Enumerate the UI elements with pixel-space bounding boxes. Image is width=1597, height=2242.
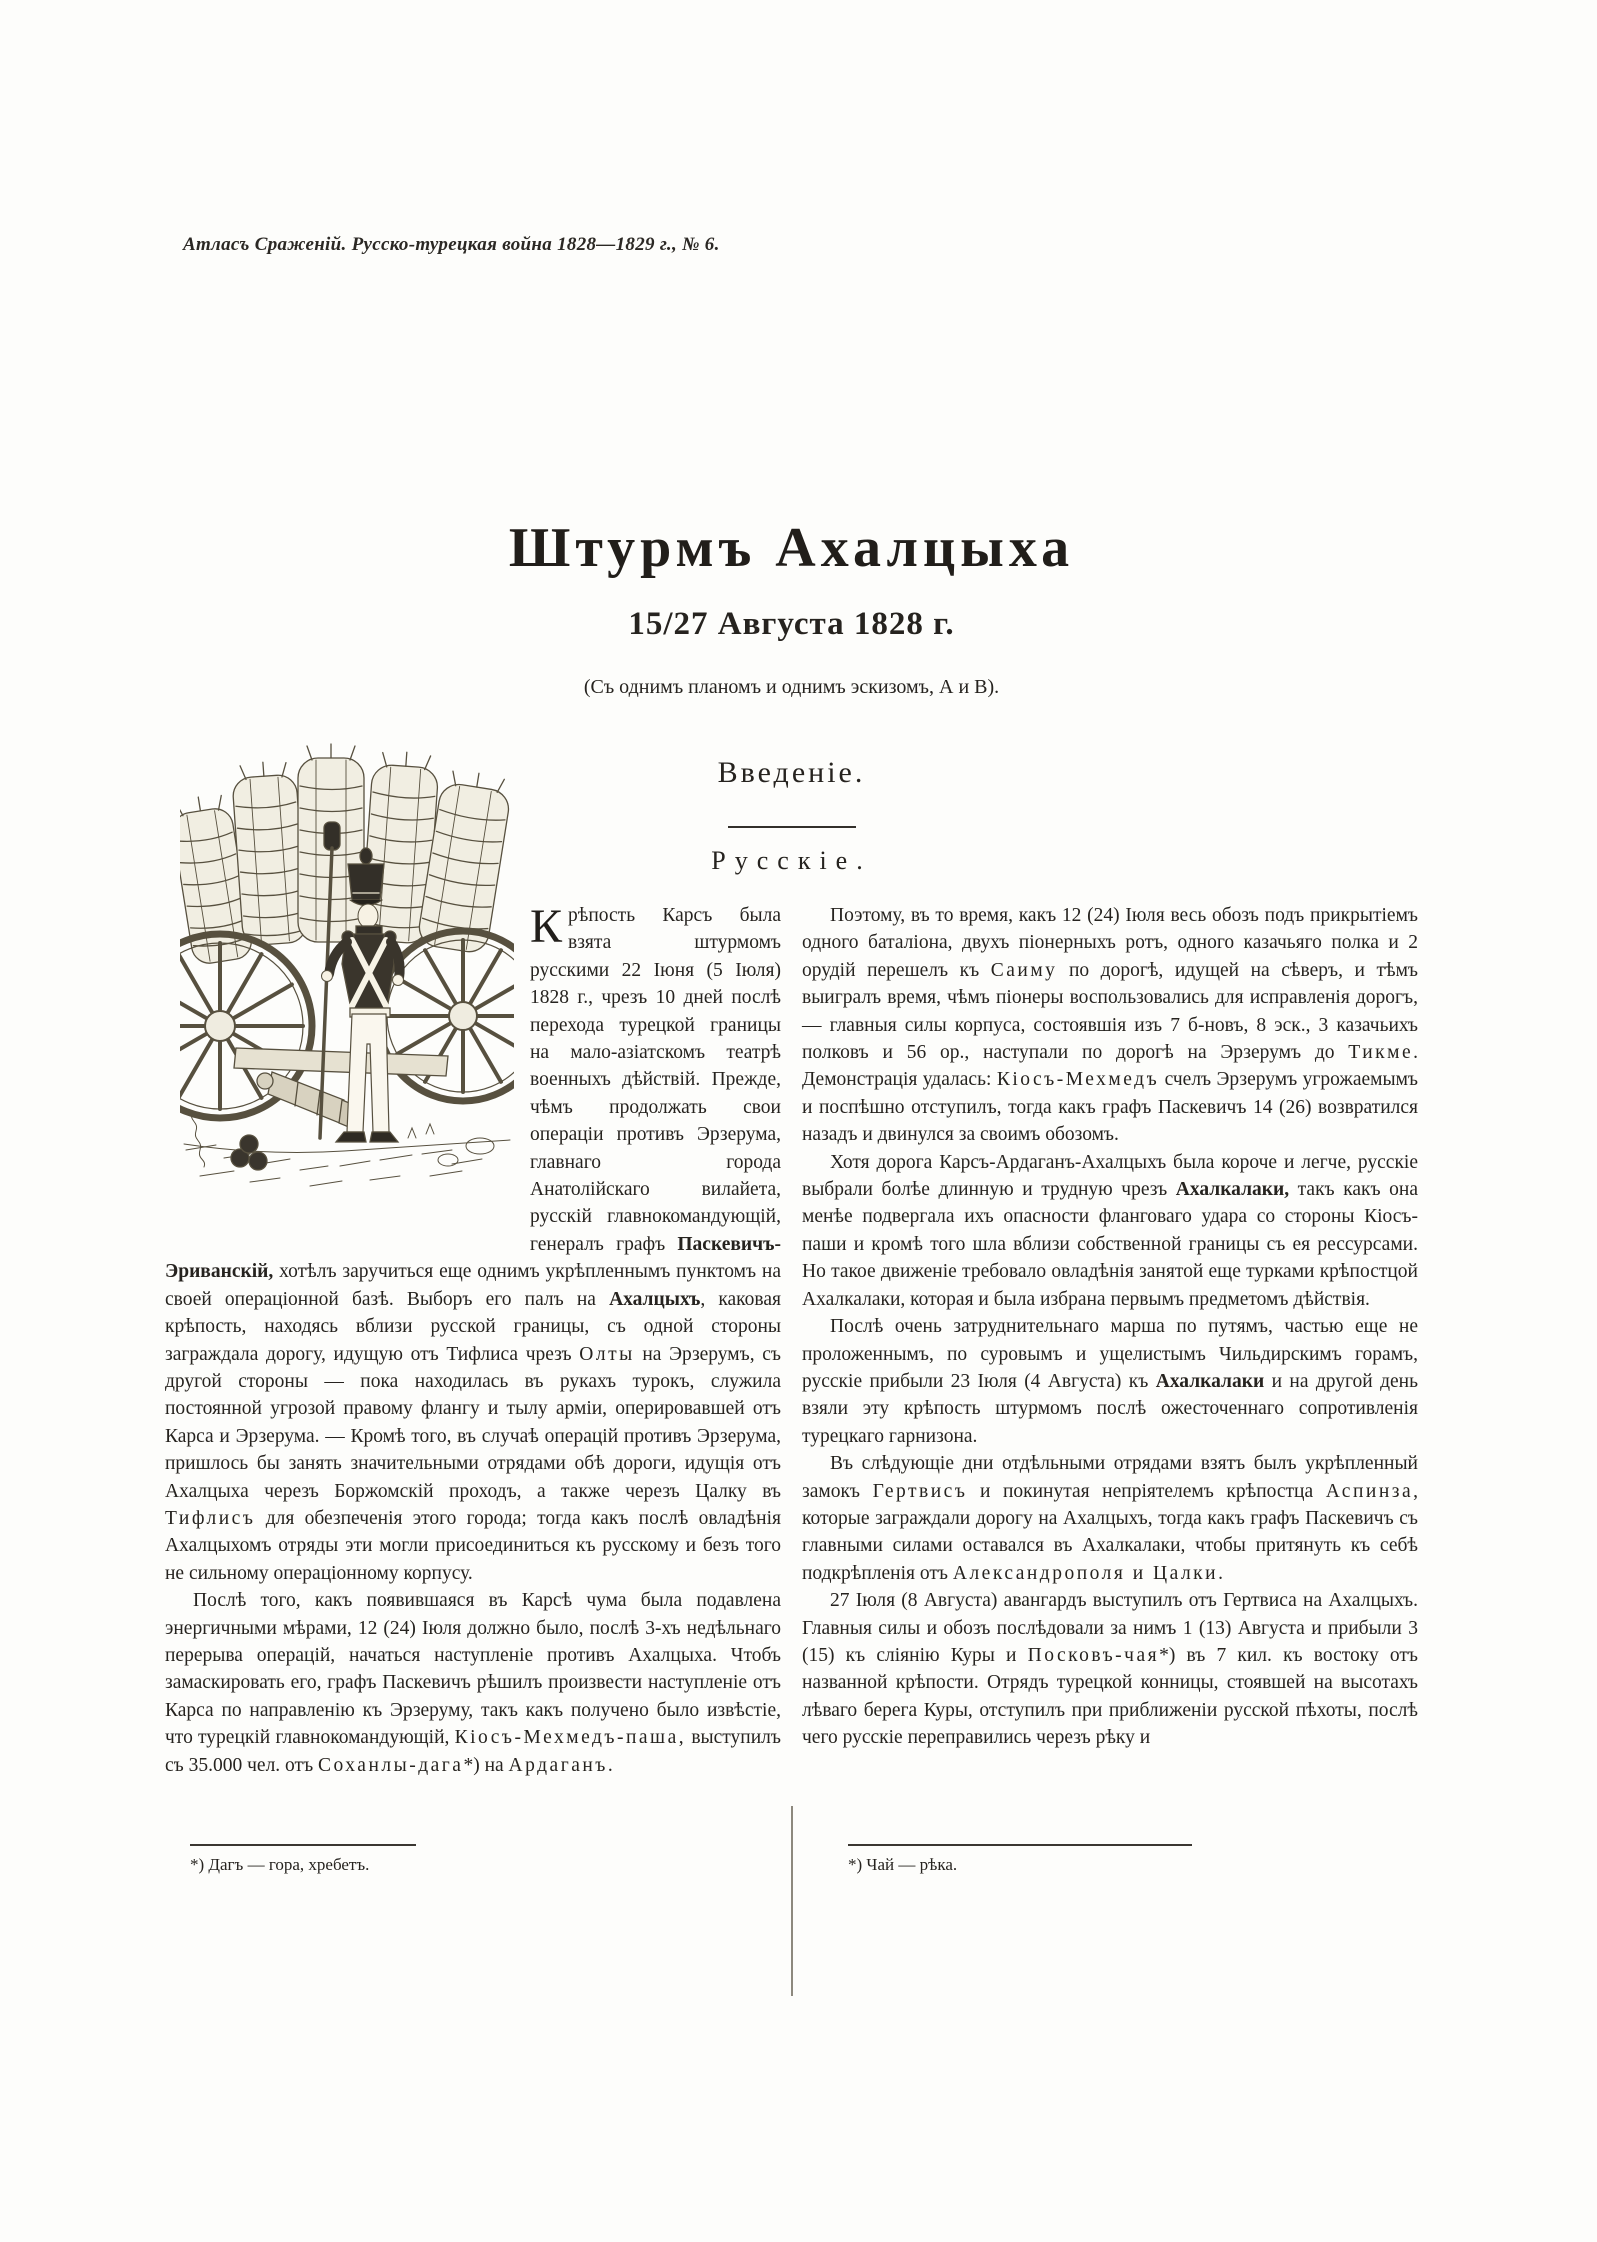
paragraph: Послѣ того, какъ появившаяся въ Карсѣ чума была подавлена энергичными мѣрами, 12 (24) Іюля должно было, послѣ 3-хъ недѣльнаго перерыва операцій, начаться наступленіе противъ Ахалцыха. Чтобъ замаскировать его, графъ Паскевичъ рѣшилъ произвести наступленіе отъ Карса по направленію къ Эрзеруму, такъ какъ получено было извѣстіе, что турецкій главнокомандующій, Кіосъ-Мехмедъ-паша, выступилъ съ 35.000 чел. отъ Соханлы-дага*) на Ардаганъ.	[165, 1590, 781, 1776]
text-columns	[165, 902, 1418, 1779]
plan-note: (Съ однимъ планомъ и однимъ эскизомъ, А и В).	[583, 676, 1000, 698]
right-column	[802, 902, 1418, 1779]
left-column	[165, 902, 781, 1779]
footnote-text: *) Чай — рѣка.	[848, 1855, 958, 1874]
paragraph: 27 Іюля (8 Августа) авангардъ выступилъ отъ Гертвиса на Ахалцыхъ. Главныя силы и обозъ послѣдовали за нимъ 1 (13) Августа и прибыли 3 (15) къ сліянію Куры и Посковъ-чая*) въ 7 кил. къ востоку отъ названной крѣпости. Отрядъ турецкой конницы, стоявшей на высотахъ лѣваго берега Куры, отступилъ при приближеніи русской пѣхоты, послѣ чего русскіе переправились черезъ рѣку и	[802, 1590, 1418, 1749]
illustration-spacer	[165, 902, 530, 1232]
left-footnote	[190, 1844, 416, 1875]
right-footnote	[848, 1844, 1192, 1875]
footnote-rule	[848, 1844, 1192, 1846]
paragraph: Послѣ очень затруднительнаго марша по путямъ, частью еще не проложеннымъ, по суровымъ и ущелистымъ Чильдирскимъ горамъ, русскіе прибыли 23 Іюля (4 Августа) къ Ахалкалаки и на другой день взяли эту крѣпость штурмомъ послѣ ожесточеннаго сопротивленія турецкаго гарнизона.	[802, 1316, 1419, 1447]
page-title: Штурмъ Ахалцыха	[508, 517, 1075, 579]
paragraph: Поэтому, въ то время, какъ 12 (24) Іюля весь обозъ подъ прикрытіемъ одного баталіона, двухъ піонерныхъ ротъ, одного казачьяго полка и 2 орудій перешелъ къ Саиму по дорогѣ, идущей на сѣверъ, и тѣмъ выигралъ время, чѣмъ піонеры воспользовались для исправленія дорогъ, — главныя силы корпуса, состоявшія изъ 7 б-новъ, 8 эск., 3 казачьихъ полковъ и 56 ор., наступали по дорогѣ на Эрзерумъ до Тикме. Демонстрація удалась: Кіосъ-Мехмедъ счелъ Эрзерумъ угрожаемымъ и поспѣшно отступилъ, тогда какъ графъ Паскевичъ 14 (26) возвратился назадъ и двинулся за своимъ обозомъ.	[802, 905, 1419, 1146]
column-divider	[791, 1806, 793, 1996]
paragraph-text: рѣпость Карсъ была взята штурмомъ русскими 22 Іюня (5 Іюля) 1828 г., чрезъ 10 дней послѣ перехода турецкой границы на мало-азіатскомъ театрѣ военныхъ дѣйствій. Прежде, чѣмъ продолжать свои операціи противъ Эрзерума, главнаго города Анатолійскаго вилайета, русскій главнокомандующій, генералъ графъ Паскевичъ-Эриванскій, хотѣлъ заручиться еще однимъ укрѣпленнымъ пунктомъ на своей операціонной базѣ. Выборъ его палъ на Ахалцыхъ, каковая крѣпость, находясь вблизи русской границы, съ одной стороны заграждала дорогу, идущую отъ Тифлиса чрезъ Олты на Эрзерумъ, съ другой стороны — пока находилась въ рукахъ турокъ, служила постоянной угрозой правому флангу и тылу арміи, оперировавшей отъ Карса и Эрзерума. — Кромѣ того, въ случаѣ операцій противъ Эрзерума, пришлось бы занять значительными отрядами обѣ дороги, идущія отъ Ахалцыха черезъ Боржомскій проходъ, а также черезъ Цалку въ Тифлисъ для обезпеченія этого города; тогда какъ послѣ овладѣнія Ахалцыхомъ отряды эти могли присоединиться къ русскому и безъ того не сильному операціонному корпусу.	[165, 905, 781, 1584]
dropcap-letter: К	[530, 900, 563, 953]
subsection-heading-russians: Русскіе.	[711, 846, 872, 875]
section-heading-introduction: Введеніе.	[717, 756, 866, 789]
footnote-text: *) Дагъ — гора, хребетъ.	[190, 1855, 370, 1874]
subtitle-date: 15/27 Августа 1828 г.	[628, 606, 955, 642]
paragraph: Въ слѣдующіе дни отдѣльными отрядами взятъ былъ укрѣпленный замокъ Гертвисъ и покинутая непріятелемъ крѣпостца Аспинза, которые заграждали дорогу на Ахалцыхъ, тогда какъ графъ Паскевичъ съ главными силами оставался въ Ахалкалаки, чтобы притянуть къ себѣ подкрѣпленія отъ Александрополя и Цалки.	[802, 1453, 1418, 1584]
footnote-rule	[190, 1844, 416, 1846]
paragraph: Хотя дорога Карсъ-Ардаганъ-Ахалцыхъ была короче и легче, русскіе выбрали болѣе длинную и трудную чрезъ Ахалкалаки, такъ какъ она менѣе подвергала ихъ опасности фланговаго удара со стороны Кіосъ-паши и кромѣ того шла вблизи собственной границы съ ея рессурсами. Но такое движеніе требовало овладѣнія занятой еще турками крѣпостцой Ахалкалаки, которая и была избрана первымъ предметомъ дѣйствія.	[802, 1151, 1418, 1310]
heading-rule	[728, 826, 856, 828]
running-header: Атласъ Сраженій. Русско-турецкая война 1828—1829 г., № 6.	[183, 234, 720, 255]
paragraph	[165, 902, 781, 1587]
